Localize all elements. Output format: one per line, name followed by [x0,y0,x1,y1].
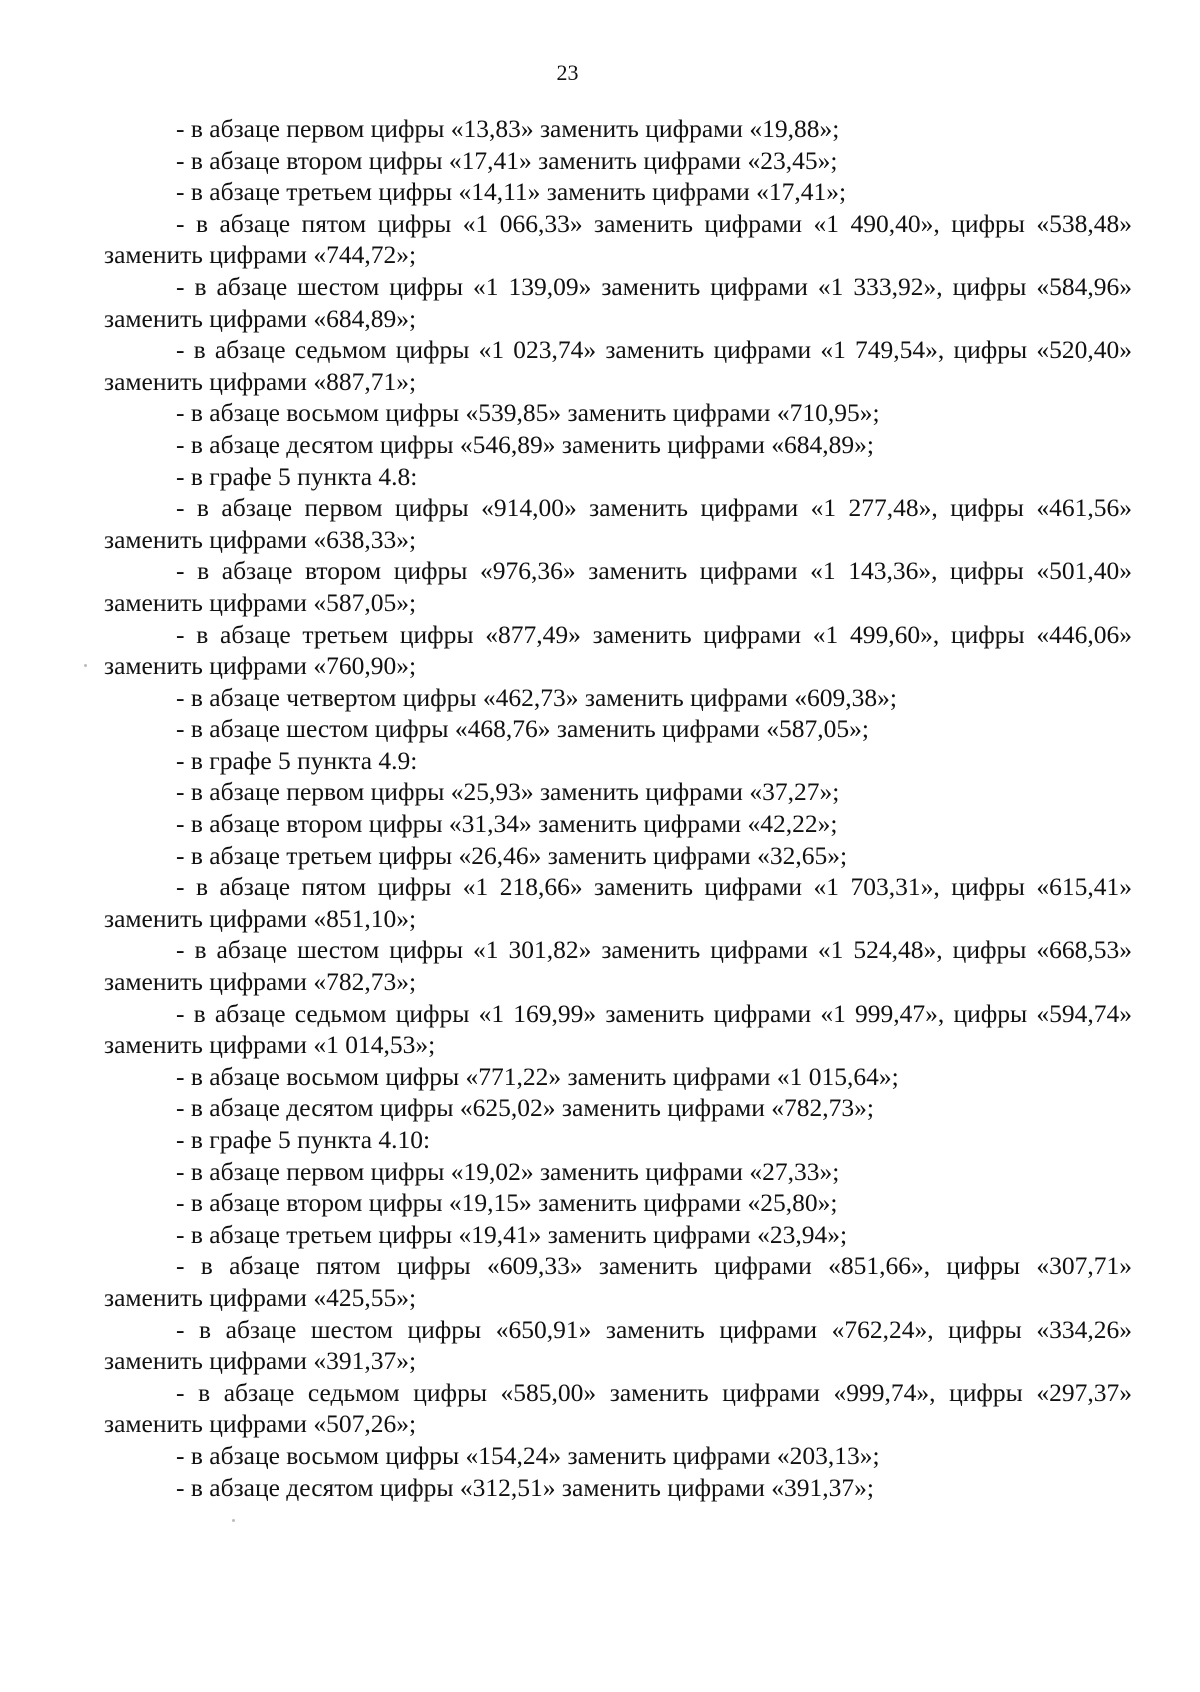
amendment-paragraph: - в абзаце десятом цифры «546,89» заменить цифрами «684,89»; [176,429,874,459]
amendment-paragraph: - в абзаце третьем цифры «14,11» заменить цифрами «17,41»; [176,177,847,207]
amendment-paragraph: - в абзаце четвертом цифры «462,73» заменить цифрами «609,38»; [176,682,897,712]
amendment-paragraph: - в абзаце первом цифры «914,00» заменить цифрами «1 277,48», цифры «461,56» заменить цифрами «638,33»; [104,493,1132,554]
amendment-paragraph: - в абзаце восьмом цифры «771,22» заменить цифрами «1 015,64»; [176,1061,899,1091]
section-heading: - в графе 5 пункта 4.9: [176,745,418,775]
section-heading: - в графе 5 пункта 4.10: [176,1125,431,1154]
amendment-paragraph: - в абзаце шестом цифры «1 139,09» заменить цифрами «1 333,92», цифры «584,96» заменить цифрами «684,89»; [104,271,1132,333]
amendment-paragraph: - в абзаце десятом цифры «625,02» заменить цифрами «782,73»; [176,1093,874,1123]
amendment-paragraph: - в абзаце шестом цифры «468,76» заменить цифрами «587,05»; [176,714,869,744]
amendment-paragraph: - в абзаце первом цифры «19,02» заменить цифрами «27,33»; [176,1156,840,1186]
amendment-paragraph: - в абзаце пятом цифры «1 218,66» заменить цифрами «1 703,31», цифры «615,41» заменить цифрами «851,10»; [104,872,1132,933]
amendment-paragraph: - в абзаце втором цифры «31,34» заменить цифрами «42,22»; [176,809,838,839]
amendment-paragraph: - в абзаце первом цифры «13,83» заменить цифрами «19,88»; [176,114,840,143]
document-body [104,113,1132,1503]
amendment-paragraph: - в абзаце седьмом цифры «585,00» заменить цифрами «999,74», цифры «297,37» заменить цифрами «507,26»; [104,1377,1132,1439]
amendment-paragraph: - в абзаце пятом цифры «609,33» заменить цифрами «851,66», цифры «307,71» заменить цифрами «425,55»; [104,1251,1132,1312]
amendment-paragraph: - в абзаце десятом цифры «312,51» заменить цифрами «391,37»; [176,1472,874,1502]
amendment-paragraph: - в абзаце шестом цифры «1 301,82» заменить цифрами «1 524,48», цифры «668,53» заменить цифрами «782,73»; [104,935,1132,997]
amendment-paragraph: - в абзаце втором цифры «17,41» заменить цифрами «23,45»; [176,145,838,175]
scan-speck [84,664,87,667]
section-heading: - в графе 5 пункта 4.8: [176,461,418,491]
page-number: 23 [556,60,579,85]
amendment-paragraph: - в абзаце седьмом цифры «1 023,74» заменить цифрами «1 749,54», цифры «520,40» заменить цифрами «887,71»; [104,335,1132,396]
amendment-paragraph: - в абзаце восьмом цифры «539,85» заменить цифрами «710,95»; [176,398,880,428]
amendment-paragraph: - в абзаце втором цифры «976,36» заменить цифрами «1 143,36», цифры «501,40» заменить цифрами «587,05»; [104,556,1132,617]
amendment-paragraph: - в абзаце третьем цифры «19,41» заменить цифрами «23,94»; [176,1219,848,1249]
amendment-paragraph: - в абзаце восьмом цифры «154,24» заменить цифрами «203,13»; [176,1440,880,1470]
amendment-paragraph: - в абзаце седьмом цифры «1 169,99» заменить цифрами «1 999,47», цифры «594,74» заменить цифрами «1 014,53»; [104,998,1132,1060]
amendment-paragraph: - в абзаце третьем цифры «877,49» заменить цифрами «1 499,60», цифры «446,06» заменить цифрами «760,90»; [104,619,1132,681]
amendment-paragraph: - в абзаце втором цифры «19,15» заменить цифрами «25,80»; [176,1188,838,1218]
amendment-paragraph: - в абзаце первом цифры «25,93» заменить цифрами «37,27»; [176,777,840,807]
scan-speck [232,1519,235,1522]
amendment-paragraph: - в абзаце пятом цифры «1 066,33» заменить цифрами «1 490,40», цифры «538,48» заменить цифрами «744,72»; [104,208,1132,270]
amendment-paragraph: - в абзаце шестом цифры «650,91» заменить цифрами «762,24», цифры «334,26» заменить цифрами «391,37»; [104,1314,1132,1376]
amendment-paragraph: - в абзаце третьем цифры «26,46» заменить цифрами «32,65»; [176,840,848,870]
